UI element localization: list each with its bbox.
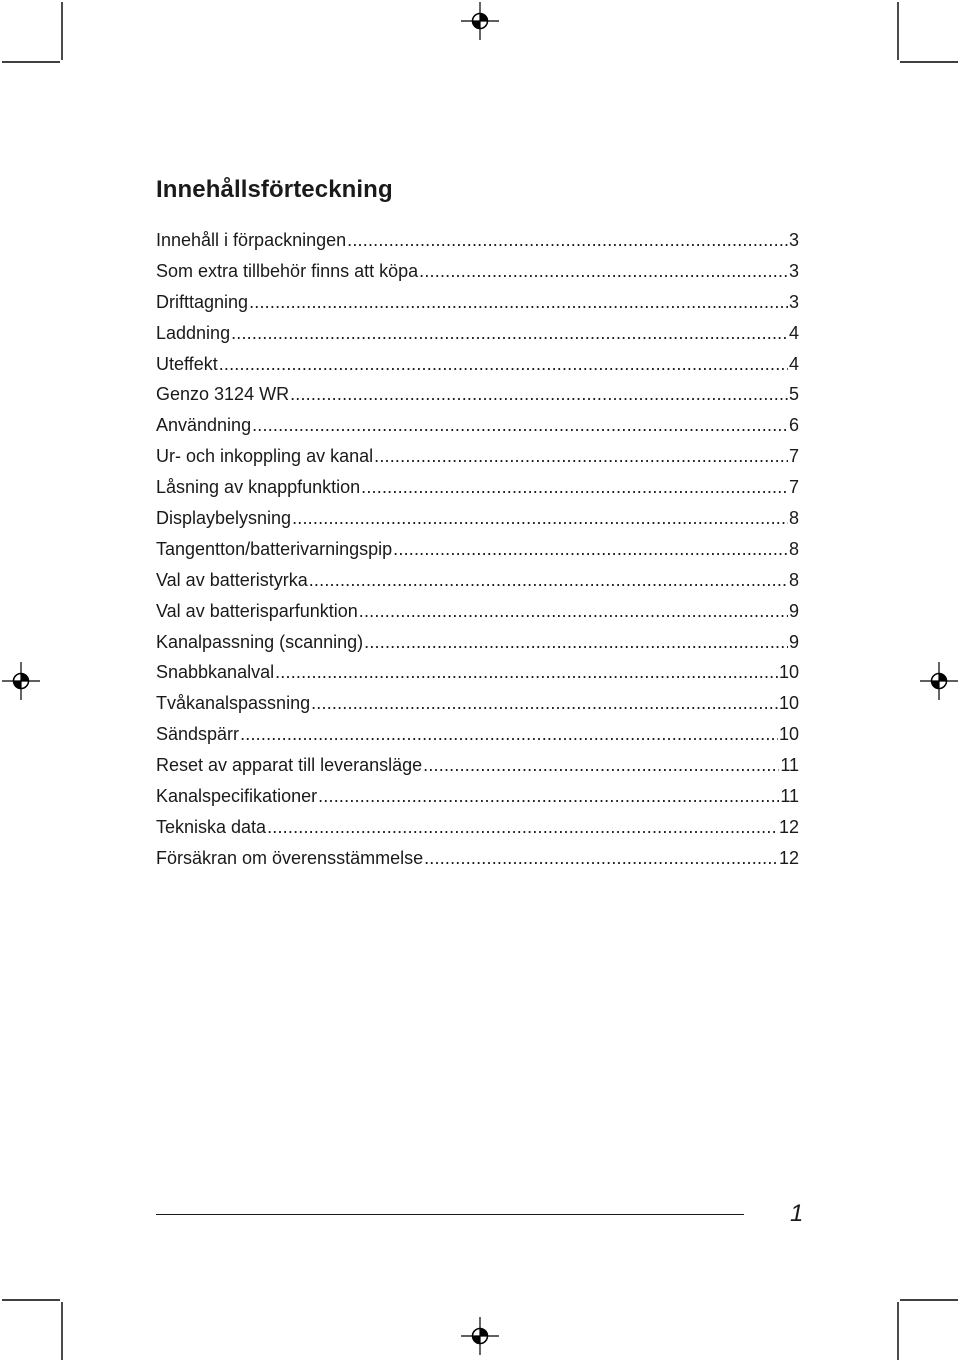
crop-mark-bottom-left — [2, 1300, 62, 1360]
toc-dot-leader — [290, 379, 788, 410]
toc-entry-page-number: 7 — [788, 446, 799, 467]
toc-entry-page-number: 5 — [788, 384, 799, 405]
toc-entry-page-number: 7 — [788, 477, 799, 498]
toc-dot-leader — [393, 534, 788, 565]
registration-mark-icon — [920, 662, 958, 700]
toc-entry-page-number: 11 — [780, 786, 799, 807]
toc-entry-page-number: 3 — [788, 230, 799, 250]
toc-entry-label: Displaybelysning — [156, 508, 292, 529]
toc-dot-leader — [361, 472, 788, 503]
toc-entry-label: Kanalpassning (scanning) — [156, 631, 364, 652]
toc-entry-page-number: 8 — [788, 508, 799, 529]
toc-entry-page-number: 3 — [788, 291, 799, 312]
toc-entry-label: Drifttagning — [156, 291, 249, 312]
toc-entry-page-number: 3 — [788, 260, 799, 281]
toc-entry-page-number: 8 — [788, 569, 799, 590]
registration-mark-icon — [2, 662, 40, 700]
toc-entry-page-number: 9 — [788, 631, 799, 652]
toc-entry-page-number: 4 — [788, 353, 799, 374]
toc-entry[interactable] — [156, 843, 799, 874]
toc-entry-label: Kanalspecifikationer — [156, 786, 318, 807]
toc-entry-label: Låsning av knappfunktion — [156, 477, 361, 498]
toc-entry-label: Som extra tillbehör finns att köpa — [156, 260, 419, 281]
toc-entry-label: Genzo 3124 WR — [156, 384, 290, 405]
toc-dot-leader — [249, 287, 788, 318]
toc-entry-page-number: 11 — [780, 755, 799, 776]
toc-entry[interactable] — [156, 812, 799, 843]
toc-entry-label: Ur- och inkoppling av kanal — [156, 446, 374, 467]
toc-entry-label: Innehåll i förpackningen — [156, 230, 347, 250]
toc-entry-label: Val av batterisparfunktion — [156, 600, 358, 621]
toc-entry[interactable] — [156, 256, 799, 287]
toc-entry-label: Försäkran om överensstämmelse — [156, 847, 424, 868]
toc-dot-leader — [364, 627, 788, 658]
toc-entry-label: Reset av apparat till leveransläge — [156, 755, 423, 776]
registration-mark-icon — [461, 2, 499, 40]
toc-entry[interactable] — [156, 472, 799, 503]
toc-entry-label: Uteffekt — [156, 353, 218, 374]
toc-entry-label: Sändspärr — [156, 724, 240, 745]
toc-entry-page-number: 6 — [788, 415, 799, 436]
toc-entry-page-number: 12 — [778, 847, 799, 868]
toc-entry-label: Val av batteristyrka — [156, 569, 308, 590]
toc-entry-page-number: 4 — [788, 322, 799, 343]
page-number: 1 — [790, 1200, 804, 1227]
toc-dot-leader — [231, 318, 788, 349]
toc-entry[interactable] — [156, 688, 799, 719]
crop-mark-bottom-right — [898, 1300, 958, 1360]
toc-entry[interactable] — [156, 565, 799, 596]
toc-entry[interactable] — [156, 379, 799, 410]
toc-dot-leader — [309, 565, 788, 596]
toc-entry-label: Laddning — [156, 322, 231, 343]
toc-dot-leader — [423, 750, 779, 781]
toc-entry[interactable] — [156, 410, 799, 441]
toc-entry[interactable] — [156, 627, 799, 658]
crop-mark-top-right — [898, 2, 958, 62]
toc-entry[interactable] — [156, 503, 799, 534]
toc-dot-leader — [240, 719, 778, 750]
toc-entry[interactable] — [156, 349, 799, 380]
toc-entry[interactable] — [156, 750, 799, 781]
toc-entry-page-number: 10 — [778, 693, 799, 714]
crop-mark-top-left — [2, 2, 62, 62]
toc-dot-leader — [359, 596, 788, 627]
toc-entry-page-number: 8 — [788, 538, 799, 559]
toc-entry[interactable] — [156, 318, 799, 349]
toc-entry-page-number: 12 — [778, 816, 799, 837]
toc-entry-page-number: 9 — [788, 600, 799, 621]
toc-entry[interactable] — [156, 534, 799, 565]
toc-dot-leader — [374, 441, 788, 472]
toc-dot-leader — [311, 688, 778, 719]
toc-entry[interactable] — [156, 657, 799, 688]
toc-dot-leader — [252, 410, 788, 441]
toc-dot-leader — [292, 503, 788, 534]
toc-entry[interactable] — [156, 287, 799, 318]
toc-dot-leader — [275, 657, 778, 688]
toc-entry-label: Tekniska data — [156, 816, 267, 837]
page-title: Innehållsförteckning — [156, 176, 393, 203]
toc-entry-page-number: 10 — [778, 662, 799, 683]
toc-dot-leader — [347, 225, 788, 256]
toc-dot-leader — [424, 843, 778, 874]
toc-entry-label: Tangentton/batterivarningspip — [156, 538, 393, 559]
toc-entry[interactable] — [156, 719, 799, 750]
toc-dot-leader — [318, 781, 779, 812]
footer-rule — [156, 1214, 744, 1215]
toc-entry[interactable] — [156, 225, 799, 256]
toc-entry-label: Tvåkanalspassning — [156, 693, 311, 714]
toc-entry-label: Användning — [156, 415, 252, 436]
toc-dot-leader — [419, 256, 788, 287]
registration-mark-icon — [461, 1317, 499, 1355]
table-of-contents — [156, 225, 799, 874]
toc-entry-label: Snabbkanalval — [156, 662, 275, 683]
toc-entry-page-number: 10 — [778, 724, 799, 745]
toc-dot-leader — [219, 349, 788, 380]
toc-entry[interactable] — [156, 596, 799, 627]
toc-dot-leader — [267, 812, 778, 843]
toc-entry[interactable] — [156, 781, 799, 812]
toc-entry[interactable] — [156, 441, 799, 472]
